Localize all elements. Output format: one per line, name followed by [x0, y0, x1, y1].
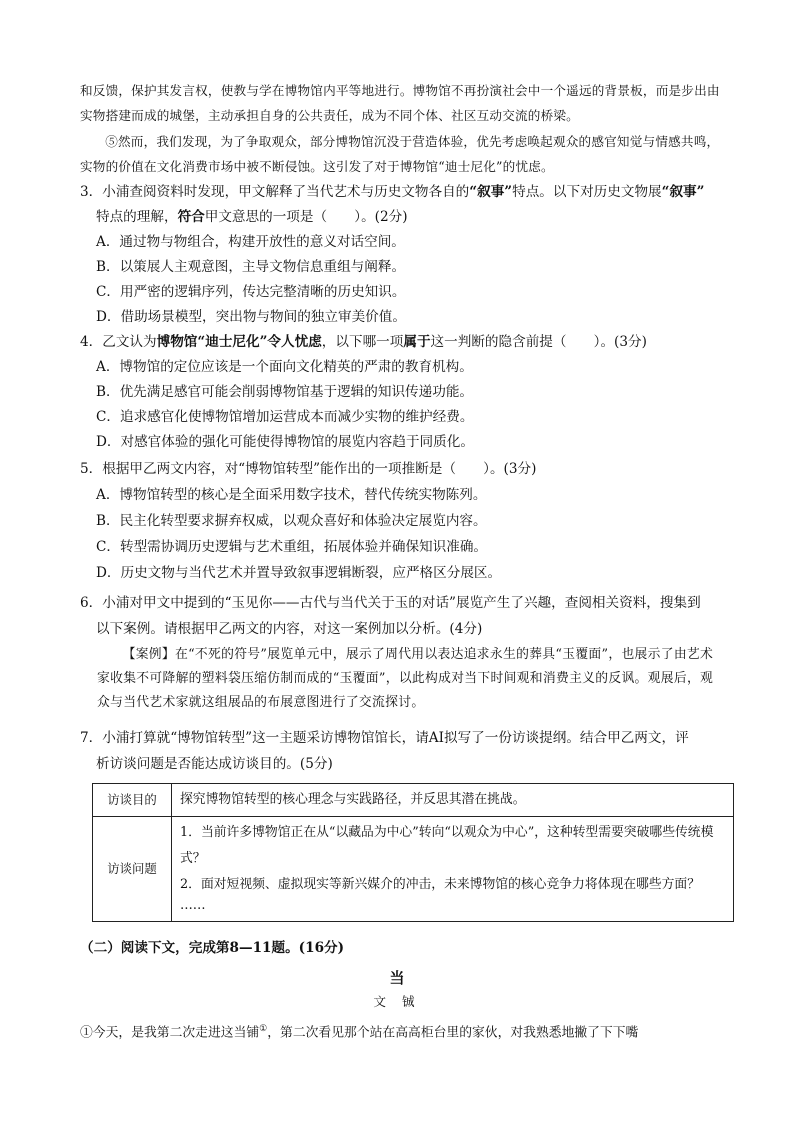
- article-paragraph-1-text: ，第二次看见那个站在高高柜台里的家伙，对我熟悉地撇了下下嘴: [267, 1025, 639, 1041]
- q3-emphasis-narrative: “叙事”: [661, 184, 705, 200]
- question-6-line-2: 以下案例。请根据甲乙两文的内容，对这一案例加以分析。(4分): [96, 621, 483, 637]
- q4-stem-text: 这一判断的隐含前提（ ）。(3分): [430, 334, 647, 350]
- q4-option-a: A．博物馆的定位应该是一个面向文化精英的严肃的教育机构。: [96, 359, 473, 375]
- q3-stem-text: 特点的理解，: [96, 209, 178, 225]
- q3-option-d: D．借助场景模型，突出物与物间的独立审美价值。: [96, 309, 406, 325]
- q3-stem-text: 特点。以下对历史文物展: [512, 184, 662, 200]
- footnote-marker: ①: [259, 1024, 268, 1034]
- interview-purpose-text: 探究博物馆转型的核心理念与实践路径，并反思其潜在挑战。: [172, 784, 734, 817]
- article-paragraph-1-text: ①今天，是我第二次走进这当铺: [80, 1025, 260, 1041]
- interview-question-2: 2．面对短视频、虚拟现实等新兴媒介的冲击，未来博物馆的核心竞争力将体现在哪些方面？: [180, 877, 701, 892]
- question-7-line-1: 7．小浦打算就“博物馆转型”这一主题采访博物馆馆长，请AI拟写了一份访谈提纲。结合甲乙两文，评: [80, 730, 689, 746]
- article-author: 文 铖: [373, 994, 421, 1009]
- question-7-line-2: 析访谈问题是否能达成访谈目的。(5分): [96, 756, 333, 772]
- interview-outline-table: [92, 783, 734, 922]
- interview-purpose-label: 访谈目的: [93, 784, 172, 817]
- q3-option-a: A．通过物与物组合，构建开放性的意义对话空间。: [96, 234, 405, 250]
- passage-paragraph-continued: 和反馈，保护其发言权，使教与学在博物馆内平等地进行。博物馆不再扮演社会中一个遥远的背景板，而是步出由实物搭建而成的城堡，主动承担自身的公共责任，成为不同个体、社区互动交流的桥梁。: [80, 83, 720, 123]
- q6-case-text: 【案例】在“不死的符号”展览单元中，展示了周代用以表达追求永生的葬具“玉覆面”，也展示了由艺术家收集不可降解的塑料袋压缩仿制而成的“玉覆面”，以此构成对当下时间观和消费主义的反讽。观展后，观众与当代艺术家就这组展品的布展意图进行了交流探讨。: [97, 647, 714, 710]
- q4-stem-text: ，以下哪一项: [321, 334, 404, 350]
- article-paragraph-1: [80, 1017, 730, 1045]
- q4-stem-text: 4．乙文认为: [80, 334, 157, 350]
- interview-questions-label: 访谈问题: [93, 817, 172, 922]
- interview-question-ellipsis: ……: [180, 898, 206, 913]
- q3-emphasis-match: 符合: [177, 209, 205, 225]
- q5-option-d: D．历史文物与当代艺术并置导致叙事逻辑断裂，应严格区分展区。: [96, 565, 502, 581]
- q3-option-b: B．以策展人主观意图，主导文物信息重组与阐释。: [96, 259, 406, 275]
- article-title: 当: [389, 969, 405, 987]
- q4-option-c: C．追求感官化使博物馆增加运营成本而减少实物的维护经费。: [96, 409, 474, 425]
- q5-option-c: C．转型需协调历史逻辑与艺术重组，拓展体验并确保知识准确。: [96, 539, 488, 555]
- question-5-stem: 5．根据甲乙两文内容，对“博物馆转型”能作出的一项推断是（ ）。(3分): [80, 461, 537, 477]
- q4-option-b: B．优先满足感官可能会削弱博物馆基于逻辑的知识传递功能。: [96, 384, 474, 400]
- interview-questions-cell: [172, 817, 734, 922]
- section-2-heading: （二）阅读下文，完成第8—11题。(16分): [80, 940, 345, 956]
- q4-option-d: D．对感官体验的强化可能使得博物馆的展览内容趋于同质化。: [96, 434, 474, 450]
- table-row: [93, 817, 734, 922]
- q3-stem-text: 甲文意思的一项是（ ）。(2分): [204, 209, 408, 225]
- q3-stem-text: 3．小浦查阅资料时发现，甲文解释了当代艺术与历史文物各自的: [80, 184, 470, 200]
- q5-option-b: B．民主化转型要求摒弃权威，以观众喜好和体验决定展览内容。: [96, 513, 487, 529]
- interview-question-1: 1．当前许多博物馆正在从“以藏品为中心”转向“以观众为中心”，这种转型需要突破哪些传统模式？: [180, 825, 714, 866]
- question-4-stem: [80, 330, 730, 355]
- passage-paragraph-5: ⑤然而，我们发现，为了争取观众，部分博物馆沉没于营造体验，优先考虑唤起观众的感官知觉与情感共鸣，实物的价值在文化消费市场中被不断侵蚀。这引发了对于博物馆“迪士尼化”的忧虑。: [80, 134, 720, 174]
- q3-option-c: C．用严密的逻辑序列，传达完整清晰的历史知识。: [96, 284, 406, 300]
- q4-emphasis-claim: 博物馆“迪士尼化”令人忧虑: [156, 334, 322, 350]
- q5-option-a: A．博物馆转型的核心是全面采用数字技术，替代传统实物陈列。: [96, 487, 487, 503]
- table-row: [93, 784, 734, 817]
- q3-emphasis-narrative: “叙事”: [469, 184, 513, 200]
- question-6-line-1: 6．小浦对甲文中提到的“玉见你——古代与当代关于玉的对话”展览产生了兴趣，查阅相关资料，搜集到: [80, 595, 701, 611]
- question-3-stem: [80, 180, 730, 230]
- q4-emphasis-belongs: 属于: [403, 334, 431, 350]
